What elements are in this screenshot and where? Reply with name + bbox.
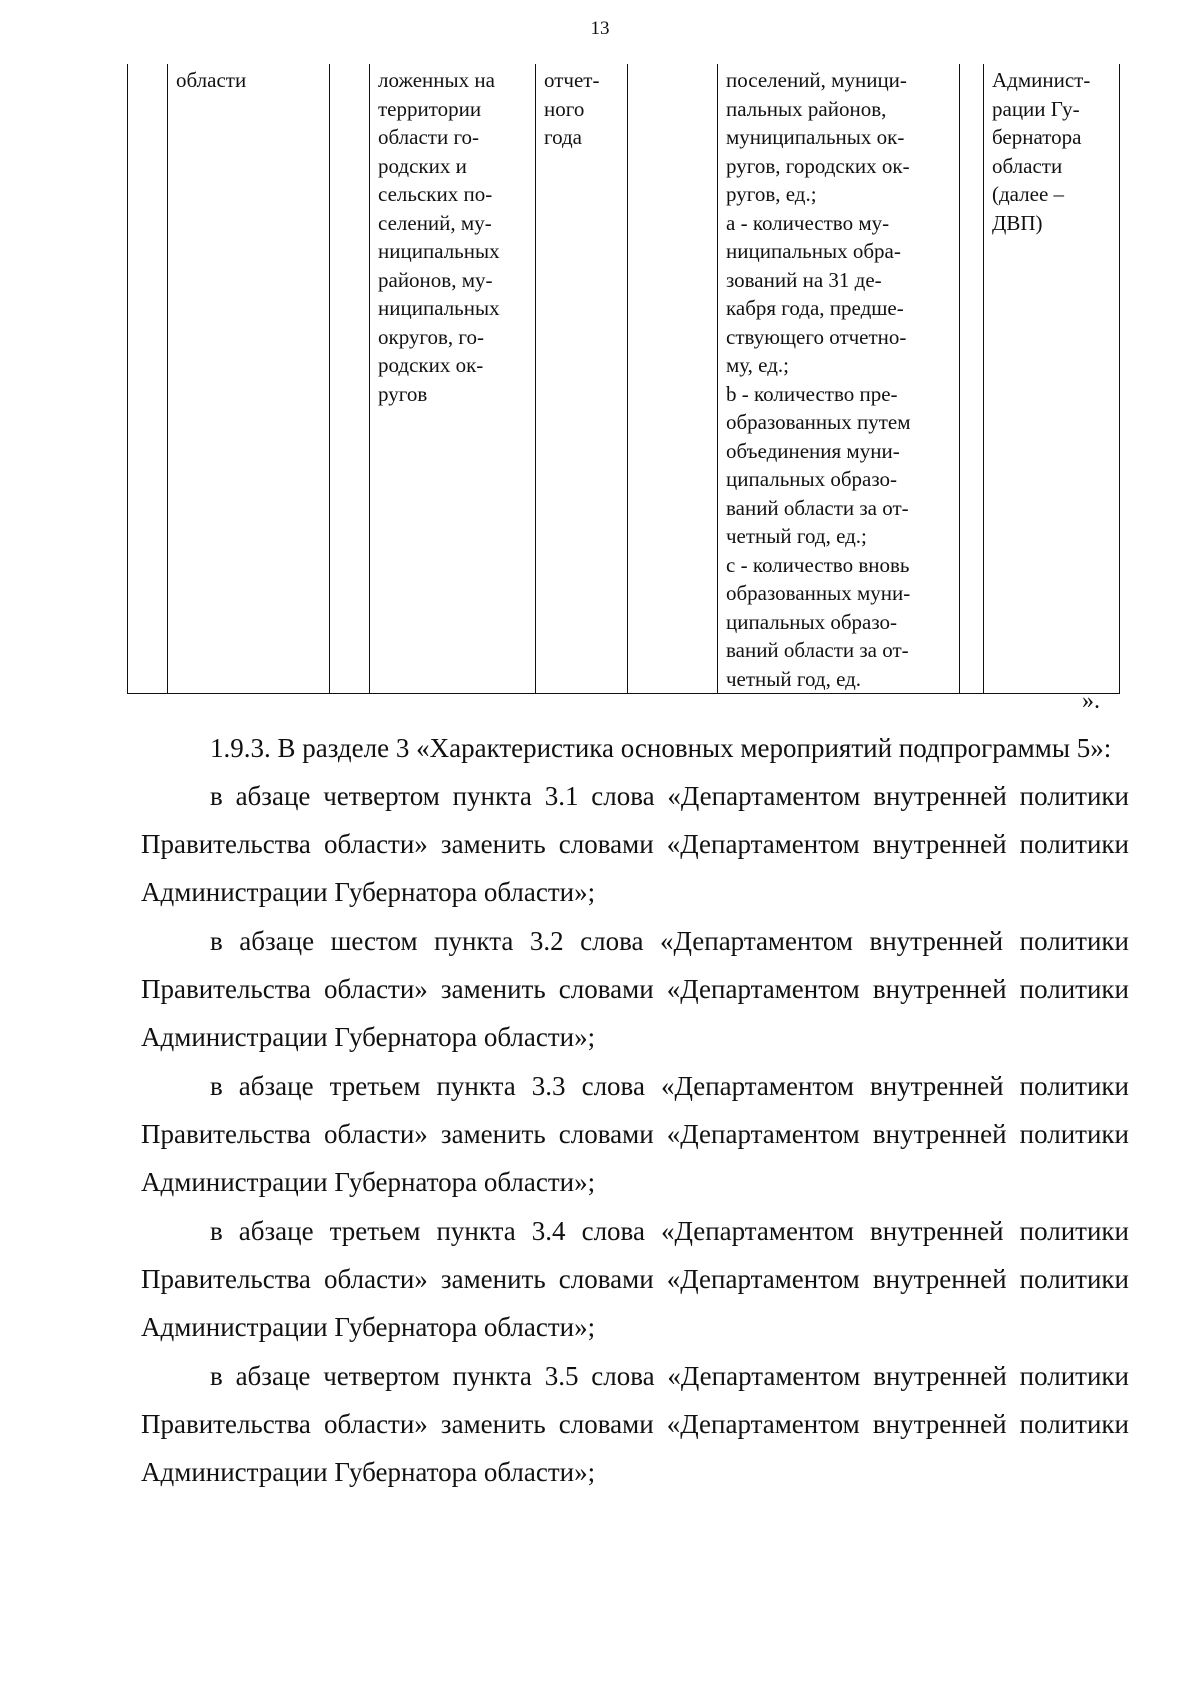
paragraph-section-heading: 1.9.3. В разделе 3 «Характеристика основных мероприятий подпрограммы 5»: xyxy=(210,733,1112,763)
table-closing-quote: ». xyxy=(1082,688,1100,714)
table-cell-period: отчет- ного года xyxy=(536,64,628,694)
amendment-text xyxy=(141,724,1129,1497)
continued-indicator-table xyxy=(127,64,1120,694)
table-cell-empty xyxy=(330,64,370,694)
table-cell-responsible: Админист- рации Гу- бернатора области (далее – ДВП) xyxy=(984,64,1120,694)
table-cell-empty xyxy=(628,64,718,694)
table-row xyxy=(128,64,1120,694)
paragraph-amendment: в абзаце четвертом пункта 3.5 слова «Департаментом внутренней политики Правительства области» заменить словами «Департаментом внутренней политики Администрации Губернатора области»; xyxy=(141,1361,1129,1487)
table-cell-empty xyxy=(960,64,984,694)
table-cell-indicator: ложенных на территории области го- родских и сельских по- селений, му- ниципальных районов, му- ниципальных округов, го- родских ок- ругов xyxy=(370,64,536,694)
paragraph-amendment: в абзаце шестом пункта 3.2 слова «Департаментом внутренней политики Правительства области» заменить словами «Департаментом внутренней политики Администрации Губернатора области»; xyxy=(141,926,1129,1052)
paragraph-amendment: в абзаце третьем пункта 3.4 слова «Департаментом внутренней политики Правительства области» заменить словами «Департаментом внутренней политики Администрации Губернатора области»; xyxy=(141,1216,1129,1342)
table-cell-formula-description: поселений, муници- пальных районов, муниципальных ок- ругов, городских ок- ругов, ед.; а - количество му- ниципальных обра- зований на 31 де- кабря года, предше- ствующего отчетно- му, ед.; b - количество пре- образованных путем объединения муни- ципальных образо- ваний области за от- четный год, ед.; с - количество вновь образованных муни- ципальных образо- ваний области за от- четный год, ед. xyxy=(718,64,960,694)
table-cell-number xyxy=(128,64,168,694)
paragraph-amendment: в абзаце третьем пункта 3.3 слова «Департаментом внутренней политики Правительства области» заменить словами «Департаментом внутренней политики Администрации Губернатора области»; xyxy=(141,1071,1129,1197)
table-cell-name: области xyxy=(168,64,330,694)
paragraph-amendment: в абзаце четвертом пункта 3.1 слова «Департаментом внутренней политики Правительства области» заменить словами «Департаментом внутренней политики Администрации Губернатора области»; xyxy=(141,781,1129,907)
page-number: 13 xyxy=(590,18,610,39)
